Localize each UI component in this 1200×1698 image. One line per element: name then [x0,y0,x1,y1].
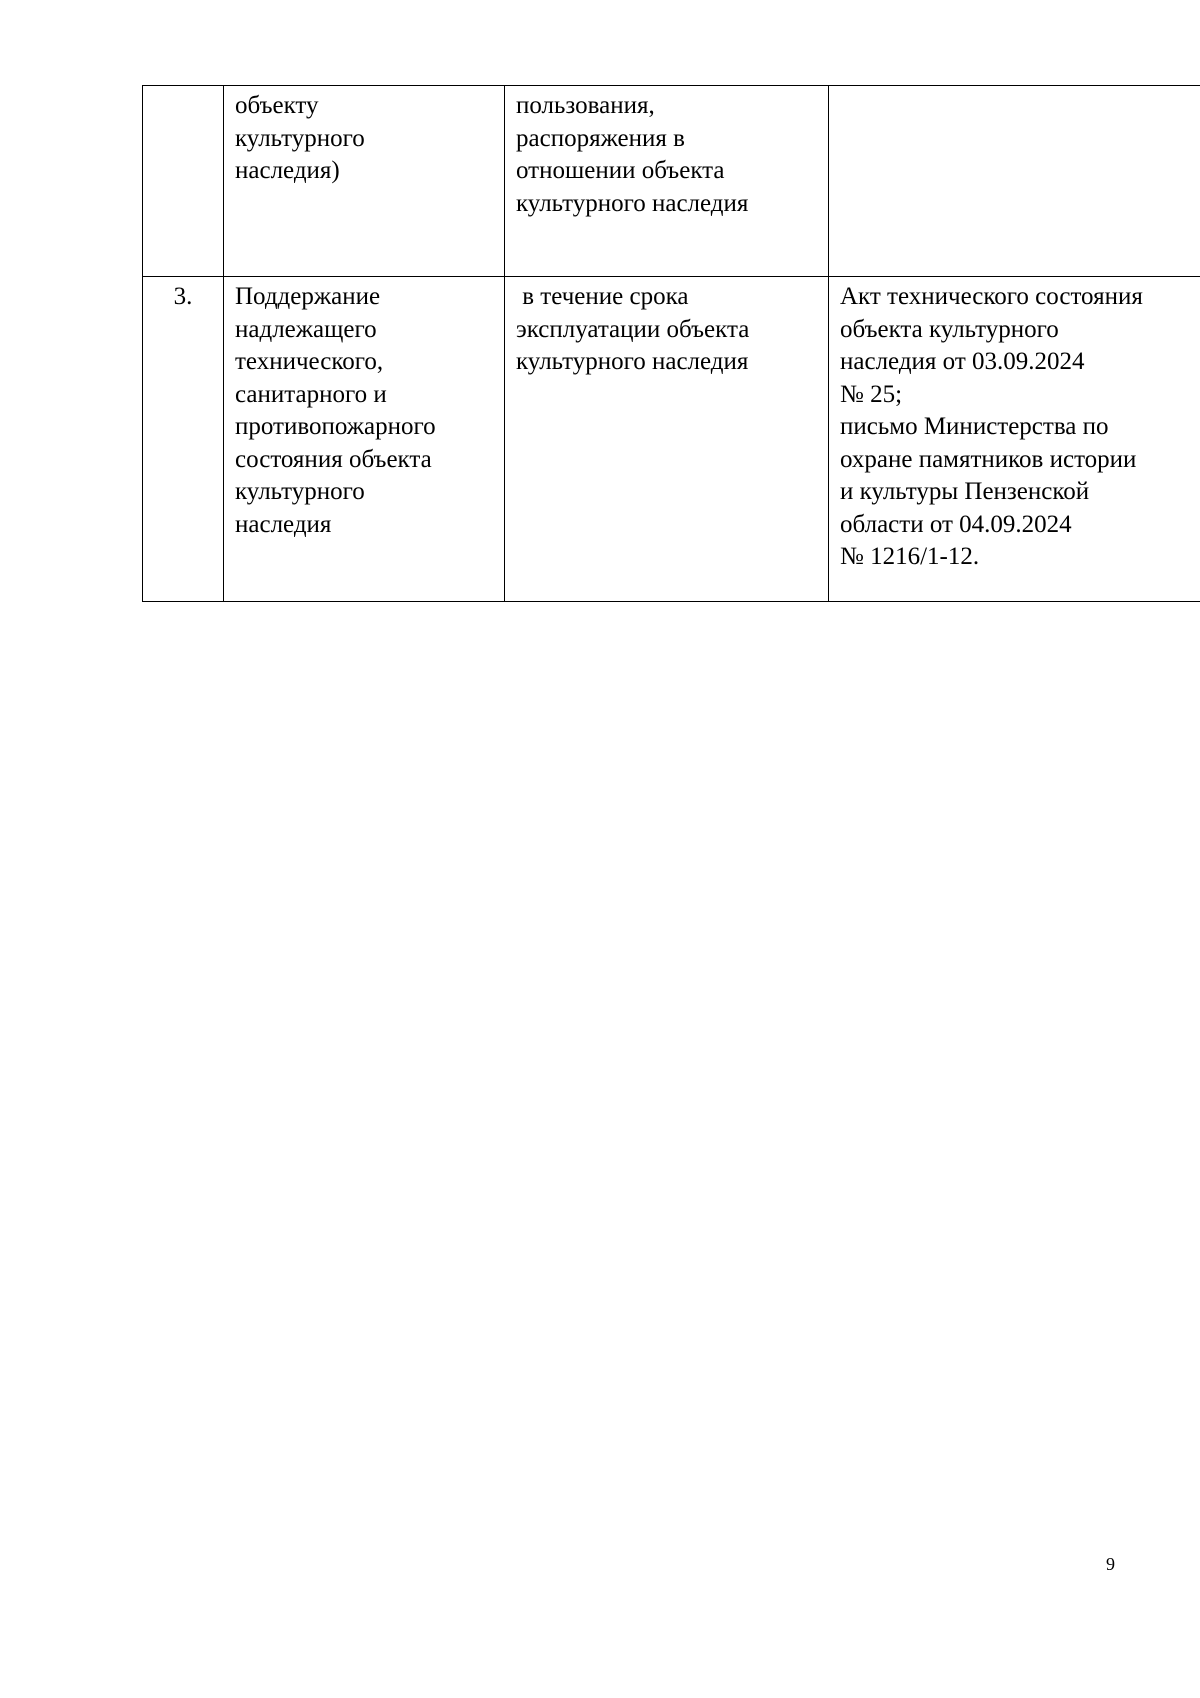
cell-basis [829,277,1200,602]
row-number: 3. [173,283,193,310]
basis-text-line: № 1216/1-12. [840,543,980,570]
requirement-text-line: Поддержание [235,283,381,310]
term-text-line: культурного наследия [516,189,749,217]
cell-number [143,277,224,602]
requirement-text-line: наследия [235,510,332,538]
basis-text-line: наследия от 03.09.2024 [840,348,1085,375]
requirement-text-line: технического, [235,348,384,375]
obligations-table [142,85,1200,602]
term-text-line: отношении объекта [516,157,725,184]
requirement-text-line: наследия) [235,157,340,184]
basis-text-line: охране памятников истории [840,445,1137,473]
requirement-text-line: культурного [235,124,365,152]
term-text-line: культурного наследия [516,348,749,375]
requirement-text-line: санитарного и [235,380,387,408]
cell-number [143,86,224,277]
requirement-text-line: противопожарного [235,413,436,440]
term-text-line: пользования, [516,92,655,119]
cell-term [505,277,829,602]
requirement-text-line: объекту [235,92,319,119]
term-text-line: распоряжения в [516,124,685,152]
table-row-item-3 [143,277,1200,602]
basis-text-line: письмо Министерства по [840,413,1109,440]
page-number: 9 [1106,1554,1115,1574]
requirement-text-line: культурного [235,478,365,505]
basis-text-line: объекта культурного [840,315,1059,343]
requirement-text-line: надлежащего [235,315,377,343]
cell-basis [829,86,1200,277]
basis-text-line: № 25; [840,380,903,408]
cell-term [505,86,829,277]
basis-text-line: области от 04.09.2024 [840,510,1072,538]
term-text-line: в течение срока [516,283,689,310]
cell-requirement-name [224,86,505,277]
requirement-text-line: состояния объекта [235,445,432,473]
cell-requirement-name [224,277,505,602]
term-text-line: эксплуатации объекта [516,315,750,343]
basis-text-line: и культуры Пензенской [840,478,1090,505]
table-row-continuation [143,86,1200,277]
basis-text-line: Акт технического состояния [840,283,1143,310]
